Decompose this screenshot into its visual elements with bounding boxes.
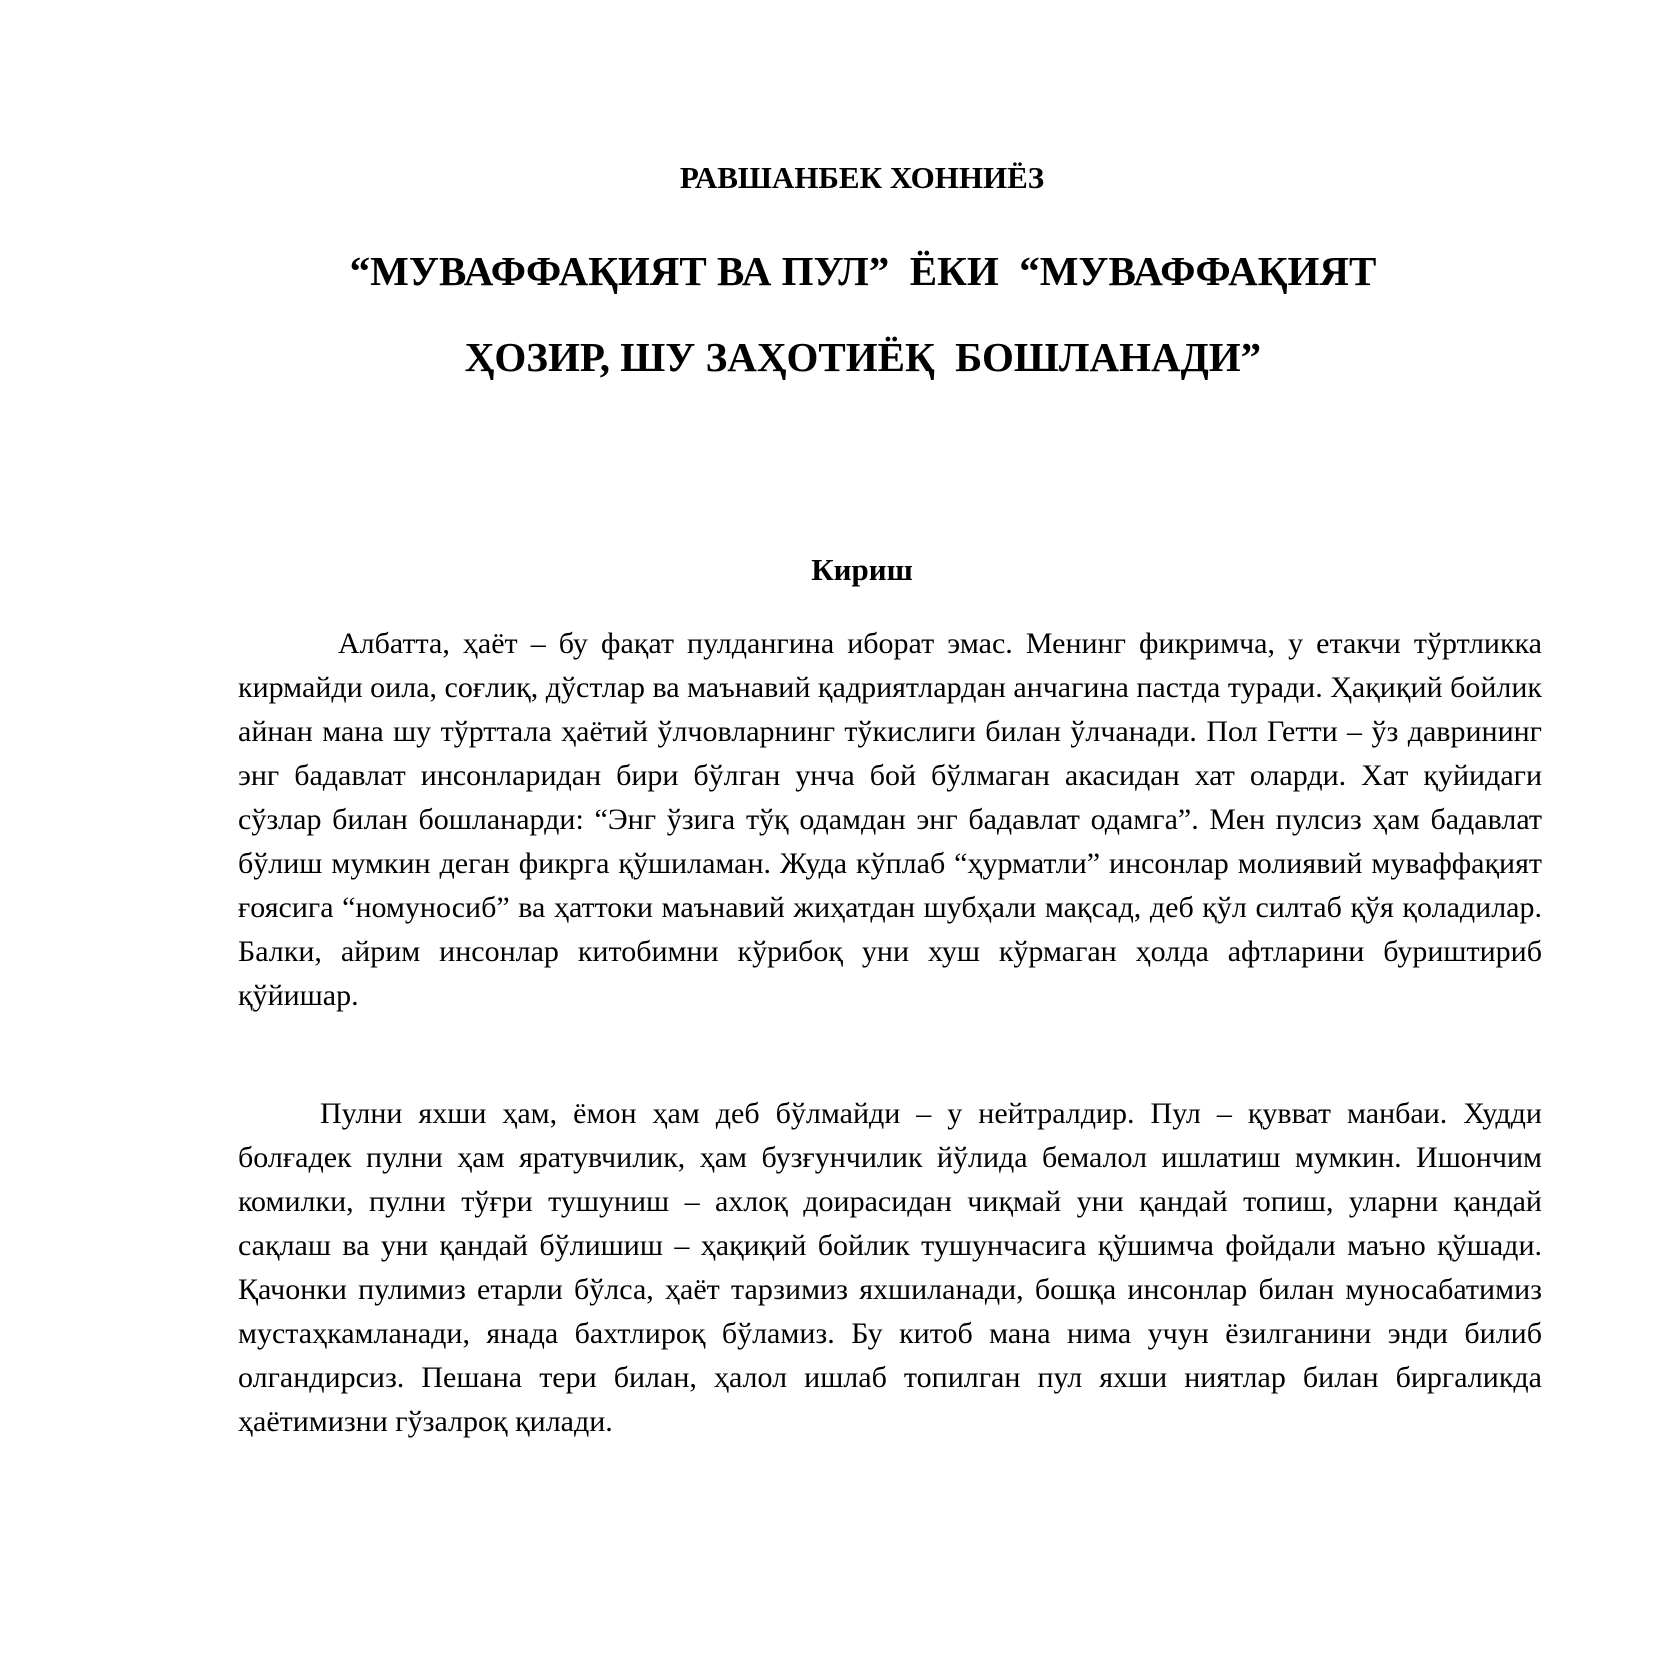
author-name: РАВШАНБЕК ХОННИЁЗ — [679, 160, 1045, 195]
section-heading: Кириш — [811, 552, 913, 587]
book-title-line-1: “МУВАФФАҚИЯТ ВА ПУЛ” ЁКИ “МУВАФФАҚИЯТ — [349, 248, 1377, 294]
book-title-line-2: ҲОЗИР, ШУ ЗАҲОТИЁҚ БОШЛАНАДИ” — [464, 334, 1262, 380]
book-title — [0, 228, 1654, 400]
paragraph-2: Пулни яхши ҳам, ёмон ҳам деб бўлмайди – у нейтралдир. Пул – қувват манбаи. Худди болғадек пулни ҳам яратувчилик, ҳам бузғунчилик йўлида бемалол ишлатиш мумкин. Ишончим комилки, пулни тўғри тушуниш – ахлоқ доирасидан чиқмай уни қандай топиш, уларни қандай сақлаш ва уни қандай бўлишиш – ҳақиқий бойлик тушунчасига қўшимча фойдали маъно қўшади. Қачонки пулимиз етарли бўлса, ҳаёт тарзимиз яхшиланади, бошқа инсонлар билан муносабатимиз мустаҳкамланади, янада бахтлироқ бўламиз. Бу китоб мана нима учун ёзилганини энди билиб олгандирсиз. Пешана тери билан, ҳалол ишлаб топилган пул яхши ниятлар билан биргаликда ҳаётимизни гўзалроқ қилади. — [238, 1097, 1542, 1438]
paragraph-1: Албатта, ҳаёт – бу фақат пулдангина иборат эмас. Менинг фикримча, у етакчи тўртликка кирмайди оила, соғлиқ, дўстлар ва маънавий қадриятлардан анчагина пастда туради. Ҳақиқий бойлик айнан мана шу тўрттала ҳаётий ўлчовларнинг тўкислиги билан ўлчанади. Пол Гетти – ўз даврининг энг бадавлат инсонларидан бири бўлган унча бой бўлмаган акасидан хат оларди. Хат қуйидаги сўзлар билан бошланарди: “Энг ўзига тўқ одамдан энг бадавлат одамга”. Мен пулсиз ҳам бадавлат бўлиш мумкин деган фикрга қўшиламан. Жуда кўплаб “ҳурматли” инсонлар молиявий муваффақият ғоясига “номуносиб” ва ҳаттоки маънавий жиҳатдан шубҳали мақсад, деб қўл силтаб қўя қоладилар. Балки, айрим инсонлар китобимни кўрибоқ уни хуш кўрмаган ҳолда афтларини буриштириб қўйишар. — [238, 627, 1542, 1012]
